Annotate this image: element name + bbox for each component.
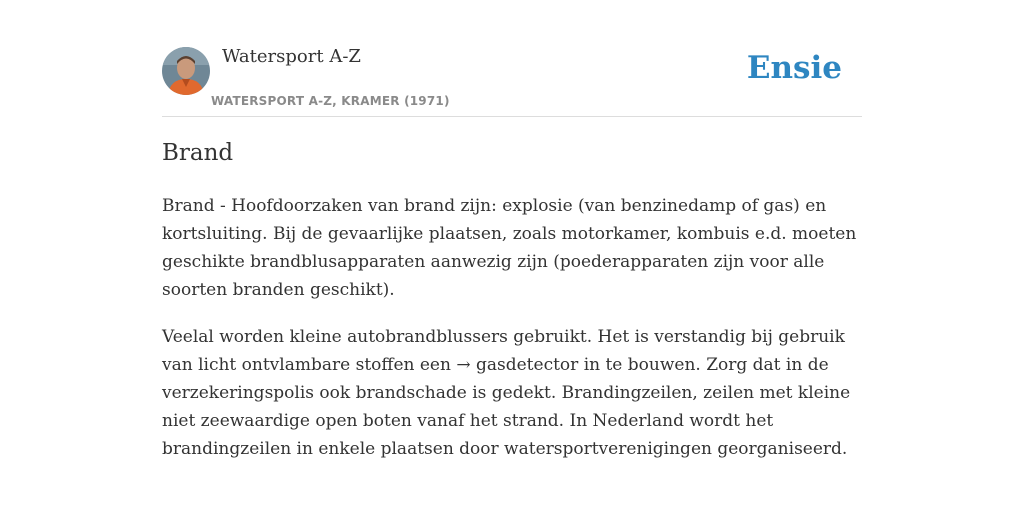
- entry-body: [162, 192, 862, 482]
- entry-paragraph: Veelal worden kleine autobrandblussers gebruikt. Het is verstandig bij gebruik van licht ontvlambare stoffen een → gasdetector in te bouwen. Zorg dat in de verzekeringspolis ook brandschade is gedekt. Brandingzeilen, zeilen met kleine niet zeewaardige open boten vanaf het strand. In Nederland wordt het brandingzeilen in enkele plaatsen door watersportverenigingen georganiseerd.: [162, 327, 851, 459]
- source-subtitle[interactable]: WATERSPORT A-Z, KRAMER (1971): [211, 94, 450, 108]
- entry-title: Brand: [162, 140, 234, 166]
- source-title[interactable]: Watersport A-Z: [222, 46, 361, 67]
- content-container: [162, 0, 862, 459]
- avatar-photo: [162, 47, 210, 95]
- ensie-logo[interactable]: Ensie: [746, 50, 842, 86]
- author-avatar[interactable]: [162, 47, 210, 95]
- entry-paragraph: Brand - Hoofdoorzaken van brand zijn: explosie (van benzinedamp of gas) en kortsluiting. Bij de gevaarlijke plaatsen, zoals motorkamer, kombuis e.d. moeten geschikte brandblusapparaten aanwezig zijn (poederapparaten zijn voor alle soorten branden geschikt).: [162, 196, 857, 300]
- header: [162, 0, 862, 117]
